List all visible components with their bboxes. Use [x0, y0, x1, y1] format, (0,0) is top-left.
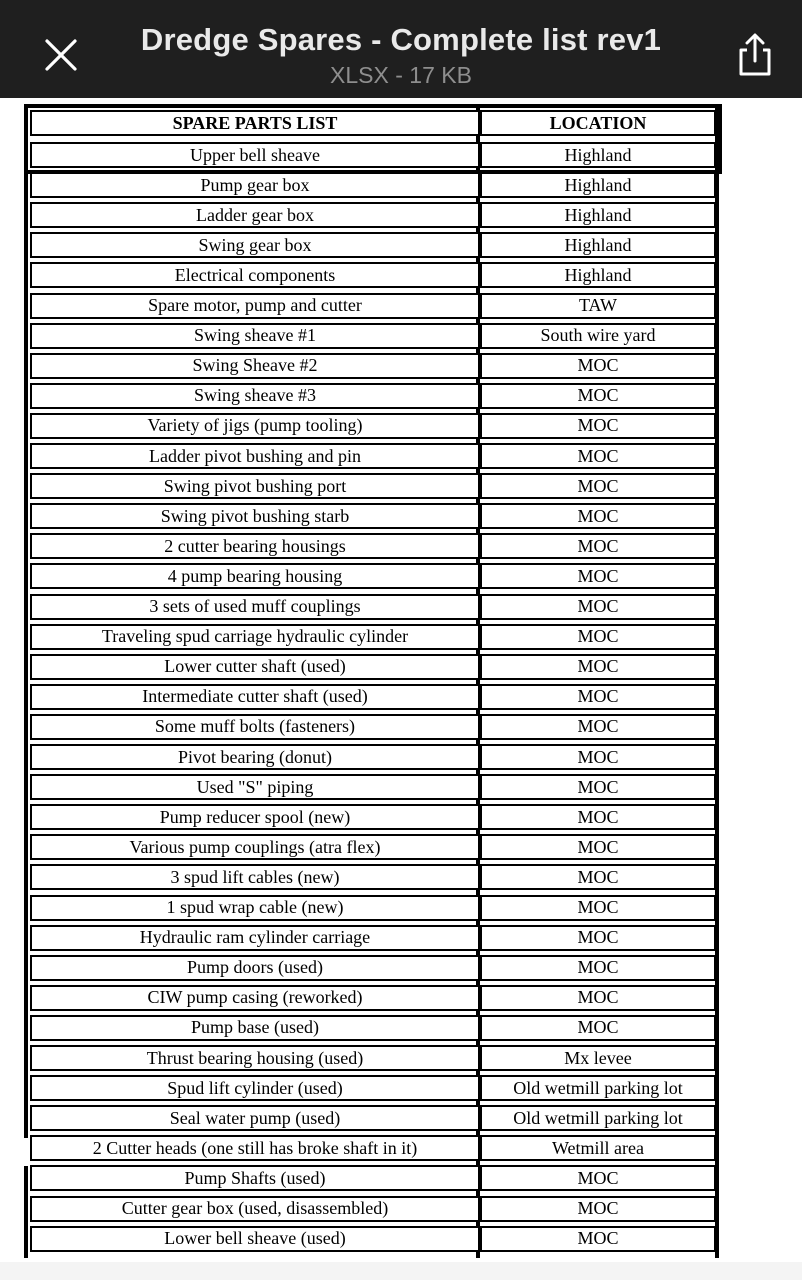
part-cell[interactable]: Pump base (used)	[30, 1015, 480, 1041]
location-cell[interactable]: MOC	[480, 864, 716, 890]
location-cell[interactable]: MOC	[480, 774, 716, 800]
part-cell[interactable]: Swing pivot bushing port	[30, 473, 480, 499]
location-cell[interactable]: MOC	[480, 624, 716, 650]
location-cell[interactable]: MOC	[480, 443, 716, 469]
part-cell[interactable]: 3 sets of used muff couplings	[30, 594, 480, 620]
table-row	[30, 1045, 716, 1075]
location-cell[interactable]: MOC	[480, 563, 716, 589]
location-cell[interactable]: MOC	[480, 383, 716, 409]
share-button[interactable]	[730, 30, 780, 82]
part-cell[interactable]: 2 Cutter heads (one still has broke shaft in it)	[30, 1135, 480, 1161]
table-row	[30, 383, 716, 413]
table-row	[30, 985, 716, 1015]
table-row	[30, 1226, 716, 1256]
part-cell[interactable]: Electrical components	[30, 262, 480, 288]
part-cell[interactable]: Lower bell sheave (used)	[30, 1226, 480, 1252]
table-row	[30, 443, 716, 473]
part-cell[interactable]: Swing pivot bushing starb	[30, 503, 480, 529]
table-header-row	[30, 110, 716, 140]
location-cell[interactable]: Highland	[480, 202, 716, 228]
part-cell[interactable]: 3 spud lift cables (new)	[30, 864, 480, 890]
table-left-border	[24, 1166, 28, 1258]
document-title: Dredge Spares - Complete list rev1	[140, 22, 662, 57]
part-cell[interactable]: CIW pump casing (reworked)	[30, 985, 480, 1011]
table-row	[30, 563, 716, 593]
location-cell[interactable]: MOC	[480, 895, 716, 921]
document-subtitle: XLSX - 17 KB	[330, 62, 472, 88]
part-cell[interactable]: Swing gear box	[30, 232, 480, 258]
part-cell[interactable]: Spud lift cylinder (used)	[30, 1075, 480, 1101]
table-row	[30, 654, 716, 684]
table-row	[30, 262, 716, 292]
location-cell[interactable]: Wetmill area	[480, 1135, 716, 1161]
part-cell[interactable]: Intermediate cutter shaft (used)	[30, 684, 480, 710]
table-row	[30, 834, 716, 864]
table-row	[30, 353, 716, 383]
table-row	[30, 1196, 716, 1226]
part-cell[interactable]: Seal water pump (used)	[30, 1105, 480, 1131]
location-cell[interactable]: TAW	[480, 293, 716, 319]
table-row	[30, 744, 716, 774]
table-row	[30, 594, 716, 624]
part-cell[interactable]: Pump Shafts (used)	[30, 1165, 480, 1191]
location-cell[interactable]: MOC	[480, 503, 716, 529]
column-header-location: LOCATION	[480, 110, 716, 136]
part-cell[interactable]: Pivot bearing (donut)	[30, 744, 480, 770]
part-cell[interactable]: Swing sheave #3	[30, 383, 480, 409]
location-cell[interactable]: Highland	[480, 172, 716, 198]
part-cell[interactable]: Pump gear box	[30, 172, 480, 198]
table-row	[30, 774, 716, 804]
location-cell[interactable]: MOC	[480, 684, 716, 710]
table-row	[30, 684, 716, 714]
table-row	[30, 925, 716, 955]
table-row	[30, 955, 716, 985]
part-cell[interactable]: Spare motor, pump and cutter	[30, 293, 480, 319]
part-cell[interactable]: Swing Sheave #2	[30, 353, 480, 379]
table-row	[30, 533, 716, 563]
location-cell[interactable]: MOC	[480, 925, 716, 951]
part-cell[interactable]: Lower cutter shaft (used)	[30, 654, 480, 680]
location-cell[interactable]: MOC	[480, 594, 716, 620]
table-row	[30, 232, 716, 262]
part-cell[interactable]: Cutter gear box (used, disassembled)	[30, 1196, 480, 1222]
part-cell[interactable]: Various pump couplings (atra flex)	[30, 834, 480, 860]
table-row	[30, 1135, 716, 1165]
table-row	[30, 624, 716, 654]
document-viewer-topbar	[0, 0, 802, 98]
table-row	[30, 1105, 716, 1135]
table-row	[30, 1165, 716, 1195]
table-row	[30, 293, 716, 323]
table-row	[30, 1015, 716, 1045]
part-cell[interactable]: Swing sheave #1	[30, 323, 480, 349]
part-cell[interactable]: Variety of jigs (pump tooling)	[30, 413, 480, 439]
part-cell[interactable]: Ladder gear box	[30, 202, 480, 228]
location-cell[interactable]: Mx levee	[480, 1045, 716, 1071]
part-cell[interactable]: Upper bell sheave	[30, 142, 480, 168]
location-cell[interactable]: MOC	[480, 1196, 716, 1222]
location-cell[interactable]: MOC	[480, 834, 716, 860]
part-cell[interactable]: Hydraulic ram cylinder carriage	[30, 925, 480, 951]
table-row	[30, 1075, 716, 1105]
part-cell[interactable]: 2 cutter bearing housings	[30, 533, 480, 559]
location-cell[interactable]: MOC	[480, 413, 716, 439]
part-cell[interactable]: 1 spud wrap cable (new)	[30, 895, 480, 921]
table-row	[30, 473, 716, 503]
table-row	[30, 323, 716, 353]
location-cell[interactable]: Highland	[480, 142, 716, 168]
table-row	[30, 804, 716, 834]
column-header-spare-parts: SPARE PARTS LIST	[30, 110, 480, 136]
part-cell[interactable]: Some muff bolts (fasteners)	[30, 714, 480, 740]
part-cell[interactable]: Thrust bearing housing (used)	[30, 1045, 480, 1071]
part-cell[interactable]: Used "S" piping	[30, 774, 480, 800]
part-cell[interactable]: Traveling spud carriage hydraulic cylinder	[30, 624, 480, 650]
part-cell[interactable]: Ladder pivot bushing and pin	[30, 443, 480, 469]
part-cell[interactable]: Pump reducer spool (new)	[30, 804, 480, 830]
location-cell[interactable]: MOC	[480, 533, 716, 559]
table-row	[30, 503, 716, 533]
location-cell[interactable]: MOC	[480, 1165, 716, 1191]
table-left-border	[24, 104, 28, 1138]
location-cell[interactable]: MOC	[480, 654, 716, 680]
table-row	[30, 172, 716, 202]
table-row	[30, 714, 716, 744]
table-row	[30, 413, 716, 443]
table-row	[30, 202, 716, 232]
share-icon	[730, 30, 780, 82]
location-cell[interactable]: MOC	[480, 744, 716, 770]
part-cell[interactable]: 4 pump bearing housing	[30, 563, 480, 589]
location-cell[interactable]: Highland	[480, 232, 716, 258]
location-cell[interactable]: MOC	[480, 985, 716, 1011]
location-cell[interactable]: MOC	[480, 804, 716, 830]
table-row	[30, 895, 716, 925]
location-cell[interactable]: Old wetmill parking lot	[480, 1105, 716, 1131]
table-row	[30, 864, 716, 894]
location-cell[interactable]: MOC	[480, 353, 716, 379]
part-cell[interactable]: Pump doors (used)	[30, 955, 480, 981]
location-cell[interactable]: MOC	[480, 1226, 716, 1252]
location-cell[interactable]: Old wetmill parking lot	[480, 1075, 716, 1101]
location-cell[interactable]: MOC	[480, 955, 716, 981]
bottom-edge	[0, 1262, 802, 1280]
location-cell[interactable]: MOC	[480, 473, 716, 499]
table-row	[30, 142, 716, 172]
location-cell[interactable]: Highland	[480, 262, 716, 288]
location-cell[interactable]: South wire yard	[480, 323, 716, 349]
location-cell[interactable]: MOC	[480, 714, 716, 740]
location-cell[interactable]: MOC	[480, 1015, 716, 1041]
